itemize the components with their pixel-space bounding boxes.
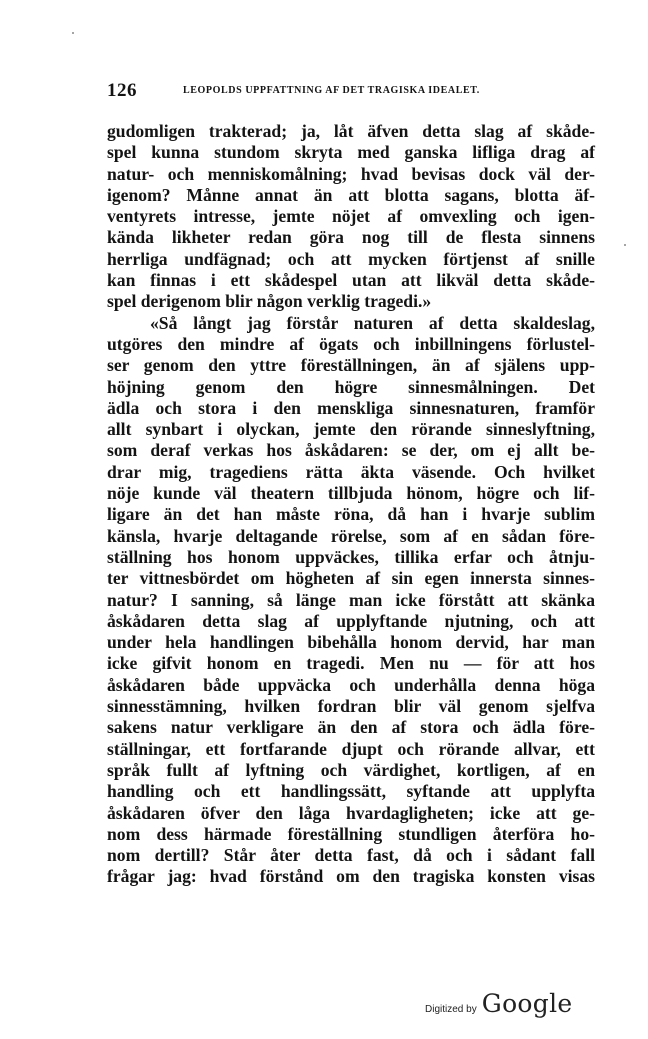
- text-line: språk fullt af lyftning och värdighet, kortligen, af en: [107, 759, 595, 780]
- text-line: åskådaren både uppväcka och underhålla denna höga: [107, 674, 595, 695]
- text-line: herrliga undfägnad; och att mycken förtjenst af snille: [107, 248, 595, 269]
- text-line: ser genom den yttre föreställningen, än af själens upp-: [107, 355, 595, 376]
- text-line: icke gifvit honom en tragedi. Men nu — för att hos: [107, 653, 595, 674]
- text-line: ställningar, ett fortfarande djupt och rörande allvar, ett: [107, 738, 595, 759]
- digitized-watermark: [425, 989, 572, 1019]
- text-line: nom dertill? Står åter detta fast, då och i sådant fall: [107, 845, 595, 866]
- text-line: ädla och stora i den menskliga sinnesnaturen, framför: [107, 397, 595, 418]
- text-line: gudomligen trakterad; ja, låt äfven detta slag af skåde-: [107, 121, 595, 141]
- page-header: [107, 80, 595, 104]
- text-line: nöje kunde väl theatern tillbjuda hönom, högre och lif-: [107, 483, 595, 504]
- body-text: [107, 121, 595, 888]
- text-line: frågar jag: hvad förstånd om den tragiska konsten visas: [107, 866, 595, 887]
- text-line: allt synbart i olyckan, jemte den rörande sinneslyftning,: [107, 419, 595, 440]
- text-line: under hela handlingen bibehålla honom dervid, har man: [107, 632, 595, 653]
- scan-speck: [624, 244, 626, 246]
- text-line: sakens natur verkligare än den af stora och ädla före-: [107, 717, 595, 738]
- text-line: ligare än det han måste röna, då han i hvarje sublim: [107, 504, 595, 525]
- text-line: natur? I sanning, så länge man icke förstått att skänka: [107, 589, 595, 610]
- text-line: ter vittnesbördet om högheten af sin egen innersta sinnes-: [107, 568, 595, 589]
- text-line: nom dess härmade föreställning stundligen återföra ho-: [107, 823, 595, 844]
- text-line: ventyrets intresse, jemte nöjet af omvexling och igen-: [107, 206, 595, 227]
- text-line: ställning hos honom uppväckes, tillika erfar och åtnju-: [107, 546, 595, 567]
- text-line: spel kunna stundom skryta med ganska lifliga drag af: [107, 142, 595, 163]
- watermark-google-logo: Google: [481, 989, 573, 1018]
- text-line: natur- och menniskomålning; hvad bevisas dock väl der-: [107, 163, 595, 184]
- watermark-prefix: Digitized by: [425, 1004, 477, 1015]
- paragraph-end-line: spel derigenom blir någon verklig tragedi.»: [107, 291, 432, 312]
- text-line: som deraf verkas hos åskådaren: se der, om ej allt be-: [107, 440, 595, 461]
- text-line: handling och ett handlingssätt, syftande att upplyfta: [107, 781, 595, 802]
- text-line: kända likheter redan göra nog till de flesta sinnens: [107, 227, 595, 248]
- text-line: känsla, hvarje deltagande rörelse, som af en sådan före-: [107, 525, 595, 546]
- paragraph-start-line: «Så långt jag förstår naturen af detta skaldeslag,: [150, 312, 595, 333]
- text-line: sinnesstämning, hvilken fordran blir väl genom sjelfva: [107, 696, 595, 717]
- page-number: 126: [107, 80, 137, 101]
- running-title: LEOPOLDS UPPFATTNING AF DET TRAGISKA IDEALET.: [183, 85, 480, 96]
- scan-speck: [72, 32, 74, 34]
- text-line: höjning genom den högre sinnesmålningen. Det: [107, 376, 595, 397]
- text-line: utgöres den mindre af ögats och inbillningens förlustel-: [107, 333, 595, 354]
- text-line: drar mig, tragediens rätta äkta väsende. Och hvilket: [107, 461, 595, 482]
- text-line: igenom? Månne annat än att blotta sagans, blotta äf-: [107, 184, 595, 205]
- text-line: åskådaren öfver den låga hvardagligheten; icke att ge-: [107, 802, 595, 823]
- text-line: kan finnas i ett skådespel utan att likväl detta skåde-: [107, 270, 595, 291]
- text-line: åskådaren detta slag af upplyftande njutning, och att: [107, 610, 595, 631]
